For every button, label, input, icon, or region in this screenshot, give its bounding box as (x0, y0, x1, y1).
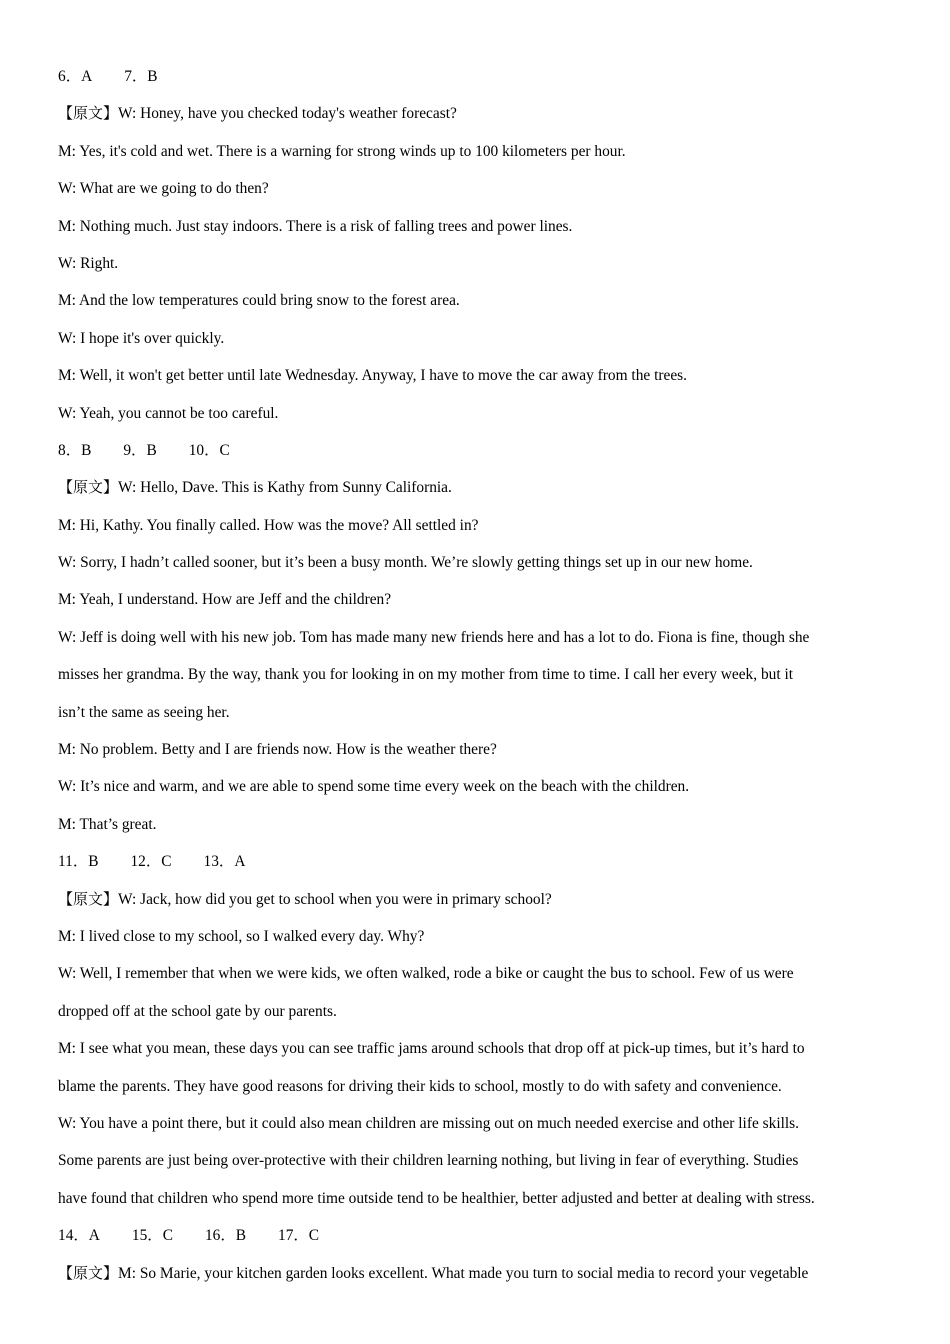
transcript-line: 【原文】W: Honey, have you checked today's weather forecast? (58, 104, 457, 123)
transcript-label: 【原文】 (58, 104, 119, 123)
answer: 9．B (123, 441, 157, 459)
transcript-line: dropped off at the school gate by our parents. (58, 1002, 337, 1020)
transcript-line: M: And the low temperatures could bring snow to the forest area. (58, 292, 460, 310)
document-page (58, 58, 898, 1292)
answer: 10．C (188, 441, 230, 459)
transcript-line: W: Sorry, I hadn’t called sooner, but it’s been a busy month. We’re slowly getting things set up in our new home. (58, 554, 753, 572)
transcript-line: M: No problem. Betty and I are friends now. How is the weather there? (58, 741, 497, 759)
transcript-line: M: I lived close to my school, so I walked every day. Why? (58, 927, 425, 945)
transcript-line: M: Well, it won't get better until late Wednesday. Anyway, I have to move the car away from the trees. (58, 367, 687, 385)
transcript-line: W: You have a point there, but it could also mean children are missing out on much needed exercise and other life skills. (58, 1114, 799, 1132)
transcript-line: M: I see what you mean, these days you can see traffic jams around schools that drop off at pick-up times, but it’s hard to (58, 1040, 805, 1058)
transcript-line: M: Yeah, I understand. How are Jeff and the children? (58, 591, 392, 609)
transcript-label: 【原文】 (58, 478, 119, 497)
answer-key-line (58, 843, 898, 880)
answer: 16．B (204, 1227, 246, 1245)
transcript-line: M: Yes, it's cold and wet. There is a warning for strong winds up to 100 kilometers per hour. (58, 142, 626, 160)
transcript-line: 【原文】M: So Marie, your kitchen garden looks excellent. What made you turn to social media to record your vegetable (58, 1263, 809, 1282)
transcript-label: 【原文】 (58, 1263, 119, 1282)
answer-key-line (58, 58, 898, 95)
answer: 6．A (58, 68, 93, 85)
answer: 12．C (130, 853, 172, 871)
answer-key-line (58, 1217, 898, 1254)
transcript-line: Some parents are just being over-protective with their children learning nothing, but living in fear of everything. Studies (58, 1152, 799, 1170)
answer: 8．B (58, 441, 92, 459)
answer: 11．B (58, 853, 99, 871)
transcript-line: M: Nothing much. Just stay indoors. There is a risk of falling trees and power lines. (58, 217, 573, 235)
answer: 7．B (124, 68, 158, 85)
transcript-line: isn’t the same as seeing her. (58, 703, 230, 721)
transcript-line: misses her grandma. By the way, thank you for looking in on my mother from time to time. I call her every week, but it (58, 666, 794, 684)
answer: 14．A (58, 1227, 100, 1245)
transcript-line: W: Well, I remember that when we were kids, we often walked, rode a bike or caught the bus to school. Few of us were (58, 965, 794, 983)
transcript-label: 【原文】 (58, 889, 119, 908)
answer: 17．C (278, 1227, 320, 1245)
transcript-line: M: That’s great. (58, 815, 157, 833)
transcript-line: blame the parents. They have good reasons for driving their kids to school, mostly to do with safety and convenience. (58, 1077, 782, 1095)
answer: 15．C (131, 1227, 173, 1245)
transcript-line: 【原文】W: Jack, how did you get to school when you were in primary school? (58, 889, 552, 908)
transcript-line: W: Jeff is doing well with his new job. Tom has made many new friends here and has a lot to do. Fiona is fine, though she (58, 628, 810, 646)
transcript-line: W: Right. (58, 254, 119, 272)
answer: 13．A (203, 853, 246, 871)
answer-key-line (58, 432, 898, 469)
transcript-line: have found that children who spend more time outside tend to be healthier, better adjusted and better at dealing with stress. (58, 1189, 815, 1207)
transcript-line: W: It’s nice and warm, and we are able to spend some time every week on the beach with the children. (58, 778, 690, 796)
transcript-line: 【原文】W: Hello, Dave. This is Kathy from Sunny California. (58, 478, 452, 497)
transcript-line: W: What are we going to do then? (58, 180, 269, 198)
transcript-line: W: I hope it's over quickly. (58, 329, 225, 347)
transcript-line: W: Yeah, you cannot be too careful. (58, 404, 279, 422)
transcript-line: M: Hi, Kathy. You finally called. How was the move? All settled in? (58, 516, 479, 534)
